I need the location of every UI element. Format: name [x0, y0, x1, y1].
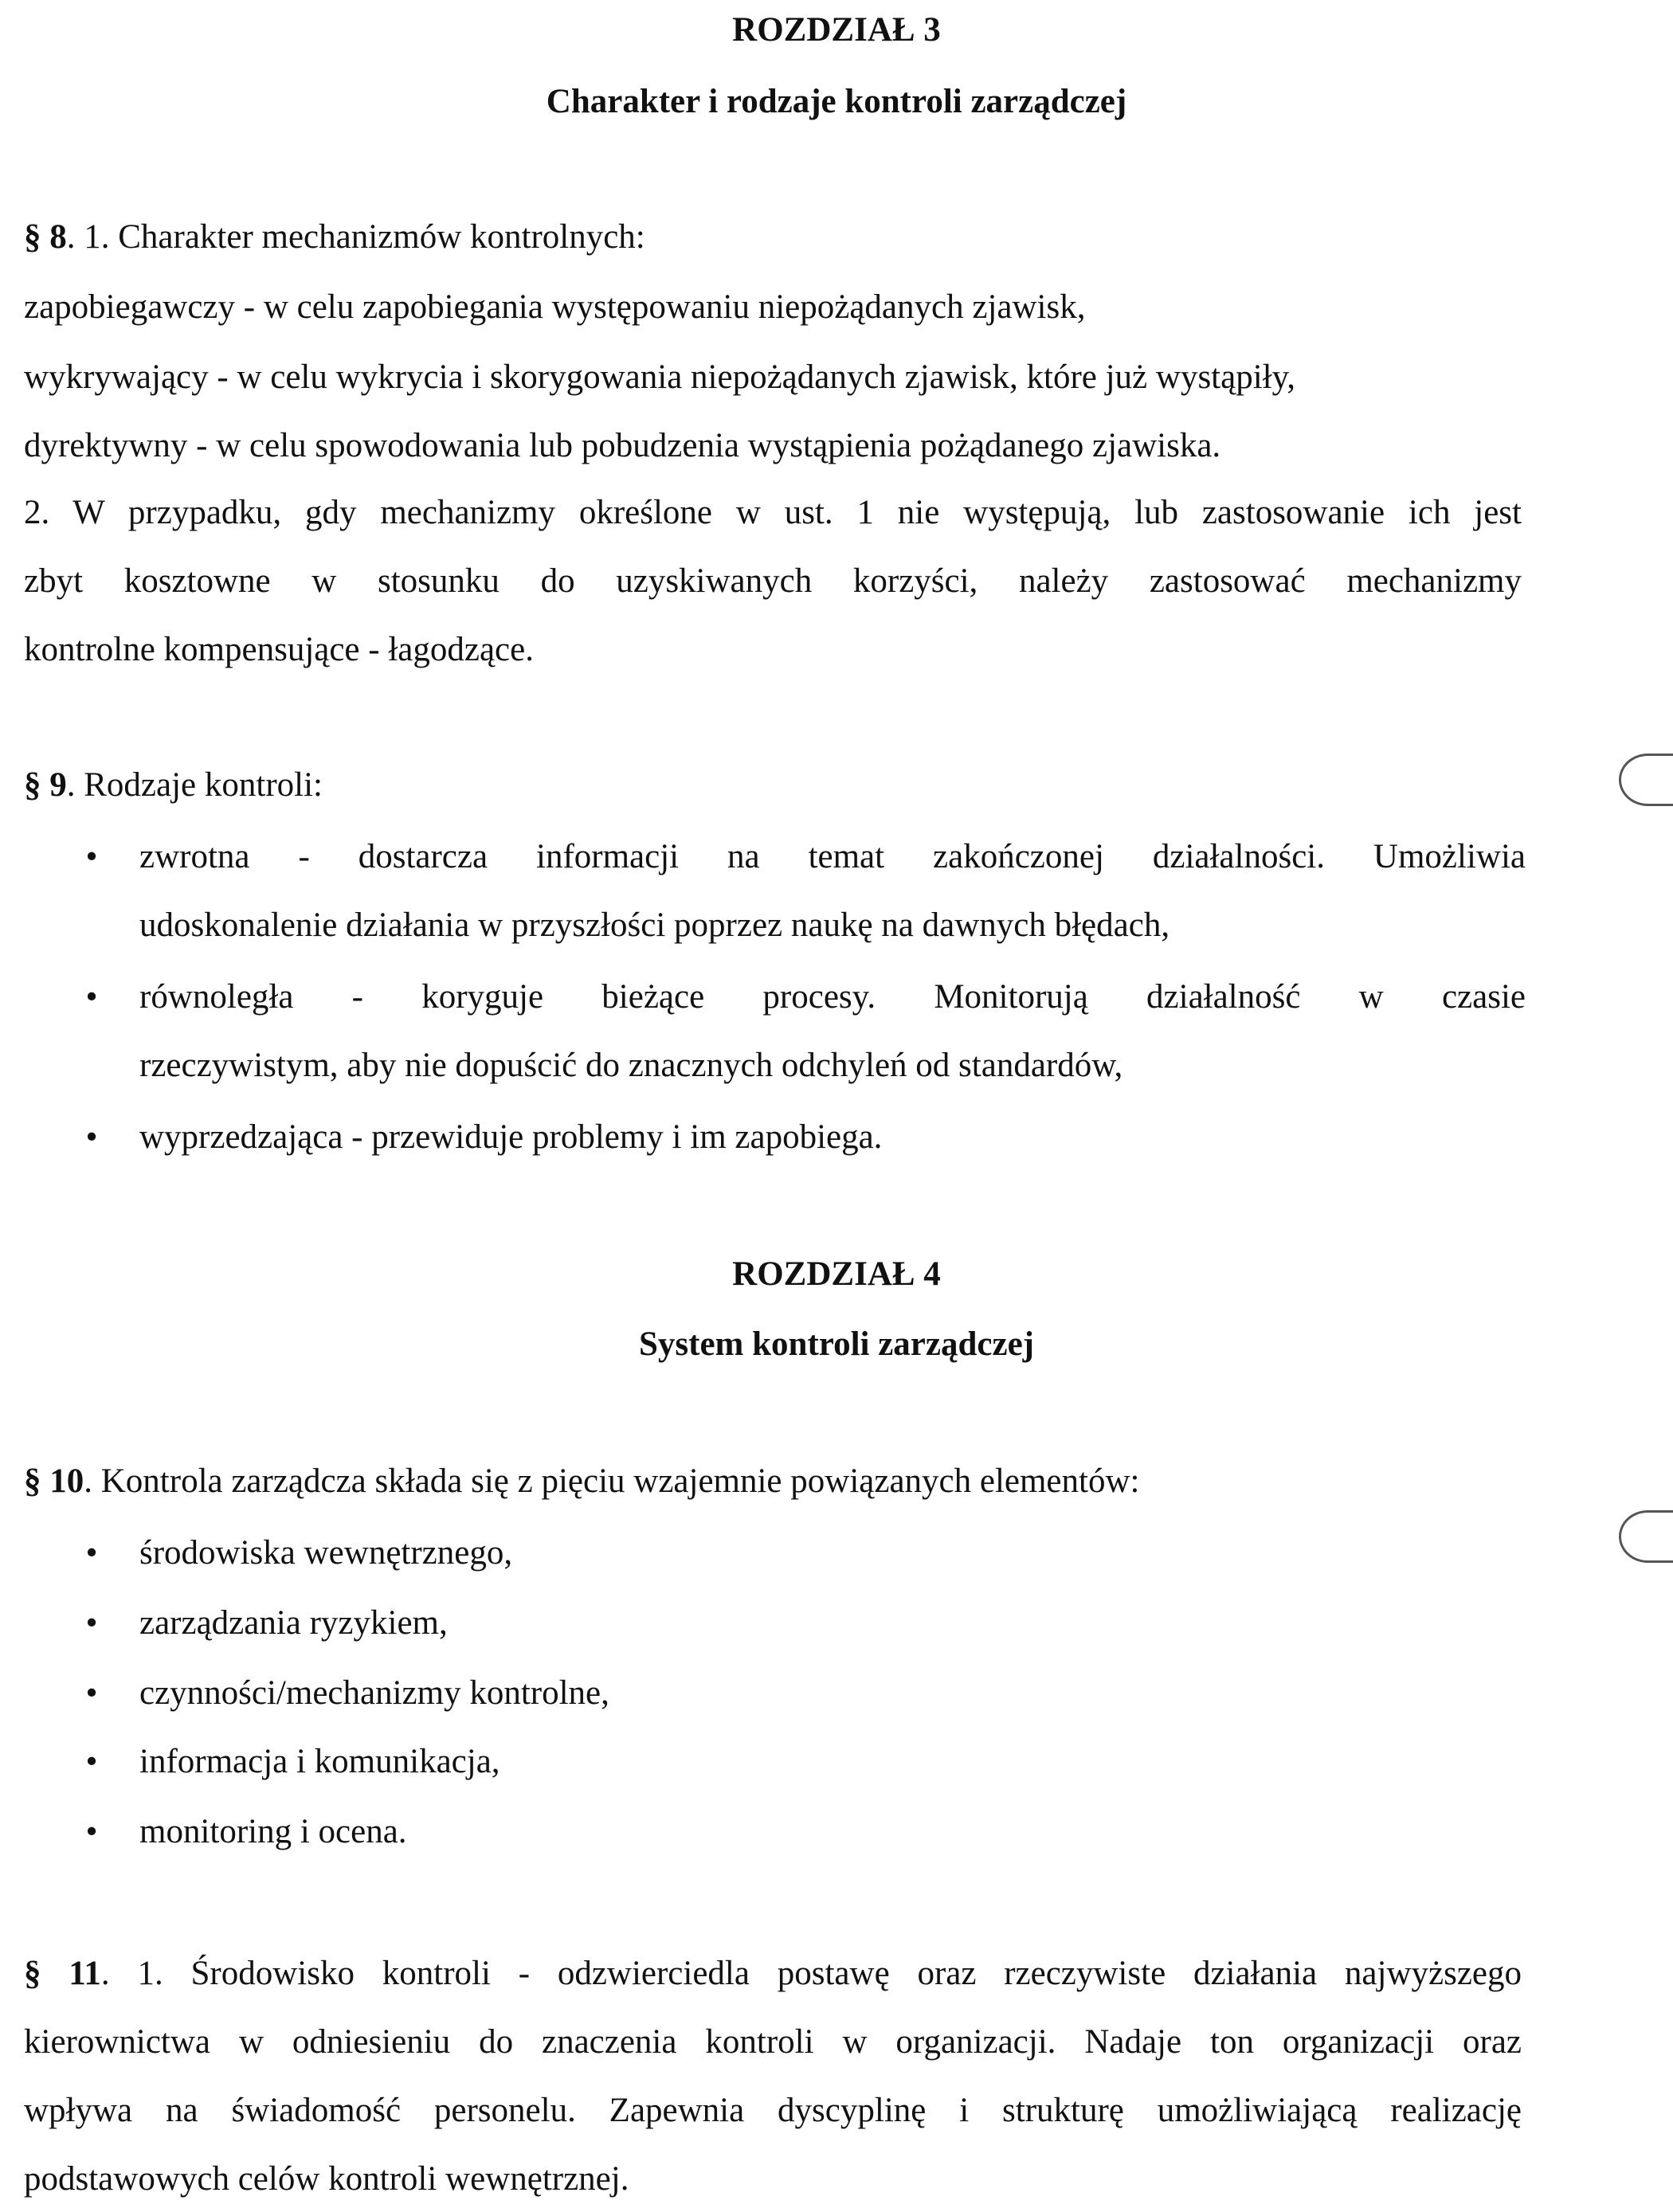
list-item-line: wyprzedzająca - przewiduje problemy i im zapobiega. [139, 1118, 883, 1156]
chapter-4-title: ROZDZIAŁ 4 [732, 1255, 941, 1293]
par-8-line-5: zbyt kosztowne w stosunku do uzyskiwanych korzyści, należy zastosować mechanizmy [24, 562, 1522, 600]
list-item-text: informacja i komunikacja, [139, 1743, 500, 1780]
list-item-text: środowiska wewnętrznego, [139, 1534, 513, 1572]
list-item-line: zwrotna - dostarcza informacji na temat zakończonej działalności. Umożliwia [139, 838, 1526, 875]
par-8-line-6: kontrolne kompensujące - łagodzące. [24, 631, 534, 668]
bullet-icon: • [85, 1674, 98, 1712]
par-8-line-1: zapobiegawczy - w celu zapobiegania występowaniu niepożądanych zjawisk, [24, 288, 1086, 326]
list-item-line: równoległa - koryguje bieżące procesy. Monitorują działalność w czasie [139, 978, 1526, 1016]
list-item-text [139, 1114, 1526, 1161]
bullet-icon: • [85, 1534, 98, 1572]
par-11-line-1: kierownictwa w odniesieniu do znaczenia kontroli w organizacji. Nadaje ton organizacji oraz [24, 2023, 1522, 2061]
list-item-text: monitoring i ocena. [139, 1813, 407, 1850]
list-item-line: udoskonalenie działania w przyszłości poprzez naukę na dawnych błędach, [139, 906, 1170, 944]
par-11-intro: . 1. Środowisko kontroli - odzwierciedla postawę oraz rzeczywiste działania najwyższego [100, 1955, 1522, 1992]
chapter-4-subtitle: System kontroli zarządczej [639, 1325, 1034, 1363]
par-9-intro-line [24, 761, 1522, 809]
par-8-intro-line [24, 213, 1522, 261]
bullet-icon: • [85, 1604, 98, 1642]
par-8-line-2: wykrywający - w celu wykrycia i skorygowania niepożądanych zjawisk, które już wystąpiły, [24, 358, 1296, 396]
bullet-icon: • [85, 978, 98, 1016]
chapter-3-subtitle: Charakter i rodzaje kontroli zarządczej [546, 83, 1127, 120]
par-8-symbol: § 8 [24, 218, 67, 256]
par-10-intro-line [24, 1458, 1522, 1505]
bullet-icon: • [85, 1118, 98, 1156]
par-8-intro: . 1. Charakter mechanizmów kontrolnych: [66, 218, 645, 256]
punch-hole-decoration [1619, 754, 1673, 806]
bullet-icon: • [85, 1743, 98, 1780]
chapter-3-title: ROZDZIAŁ 3 [732, 11, 941, 49]
par-9-symbol: § 9 [24, 766, 67, 804]
list-item-text [139, 833, 1526, 949]
list-item-text [139, 973, 1526, 1090]
list-item-text: czynności/mechanizmy kontrolne, [139, 1674, 609, 1712]
bullet-icon: • [85, 838, 98, 875]
bullet-icon: • [85, 1813, 98, 1850]
par-8-line-4: 2. W przypadku, gdy mechanizmy określone w ust. 1 nie występują, lub zastosowanie ich jest [24, 494, 1522, 531]
par-8-line-3: dyrektywny - w celu spowodowania lub pobudzenia wystąpienia pożądanego zjawiska. [24, 427, 1221, 464]
par-9-intro: . Rodzaje kontroli: [66, 766, 323, 804]
par-11-line-3: podstawowych celów kontroli wewnętrznej. [24, 2160, 629, 2198]
list-item-text: zarządzania ryzykiem, [139, 1604, 448, 1642]
par-11-symbol: § 11 [24, 1955, 101, 1992]
par-10-intro: . Kontrola zarządcza składa się z pięciu wzajemnie powiązanych elementów: [84, 1462, 1140, 1500]
list-item-line: rzeczywistym, aby nie dopuścić do znacznych odchyleń od standardów, [139, 1047, 1123, 1084]
par-10-symbol: § 10 [24, 1462, 84, 1500]
par-11-intro-line [24, 1950, 1522, 1998]
punch-hole-decoration [1619, 1510, 1673, 1563]
par-11-line-2: wpływa na świadomość personelu. Zapewnia dyscyplinę i strukturę umożliwiającą realizację [24, 2092, 1522, 2129]
